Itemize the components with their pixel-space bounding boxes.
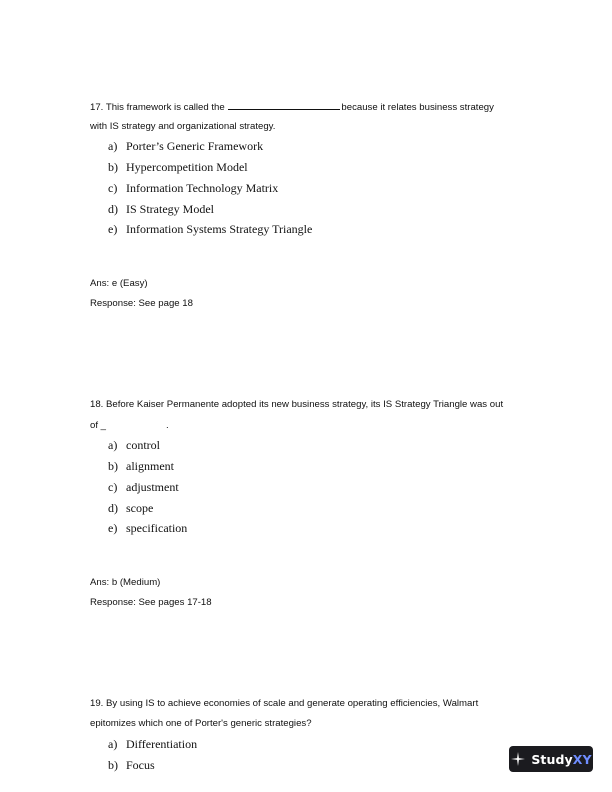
- question-18-answer: Ans: b (Medium): [90, 577, 161, 588]
- option-18e: e) specification: [108, 521, 188, 535]
- question-17-stem-before: 17. This framework is called the: [90, 102, 225, 113]
- option-18a: a) control: [108, 438, 160, 452]
- question-17-stem-line1: [90, 100, 494, 113]
- question-17-response: Response: See page 18: [90, 298, 193, 309]
- option-17d: d) IS Strategy Model: [108, 202, 214, 216]
- studyxy-logo-text: StudyXY: [531, 751, 592, 767]
- answer-blank: [228, 100, 340, 110]
- question-19-stem-line2: epitomizes which one of Porter's generic strategies?: [90, 718, 312, 729]
- option-18d: d) scope: [108, 501, 154, 515]
- option-17a: a) Porter’s Generic Framework: [108, 139, 264, 153]
- option-17c: c) Information Technology Matrix: [108, 181, 279, 195]
- option-17e: e) Information Systems Strategy Triangle: [108, 222, 313, 236]
- question-17-answer: Ans: e (Easy): [90, 278, 148, 289]
- question-17-stem-after: because it relates business strategy: [341, 102, 494, 113]
- option-17b: b) Hypercompetition Model: [108, 160, 248, 174]
- option-19b: b) Focus: [108, 758, 155, 772]
- question-18-response: Response: See pages 17-18: [90, 597, 212, 608]
- question-17-stem-line2: with IS strategy and organizational strategy.: [90, 121, 276, 132]
- option-18c: c) adjustment: [108, 480, 179, 494]
- option-18b: b) alignment: [108, 459, 174, 473]
- question-18-stem-line2: of _ .: [90, 420, 169, 431]
- plus-sparkle-icon: [510, 751, 526, 767]
- option-19a: a) Differentiation: [108, 737, 198, 751]
- studyxy-badge[interactable]: [509, 746, 593, 772]
- question-19-stem-line1: 19. By using IS to achieve economies of scale and generate operating efficiencies, Walmart: [90, 698, 479, 709]
- question-18-stem-line1: 18. Before Kaiser Permanente adopted its new business strategy, its IS Strategy Triangle was out: [90, 399, 504, 410]
